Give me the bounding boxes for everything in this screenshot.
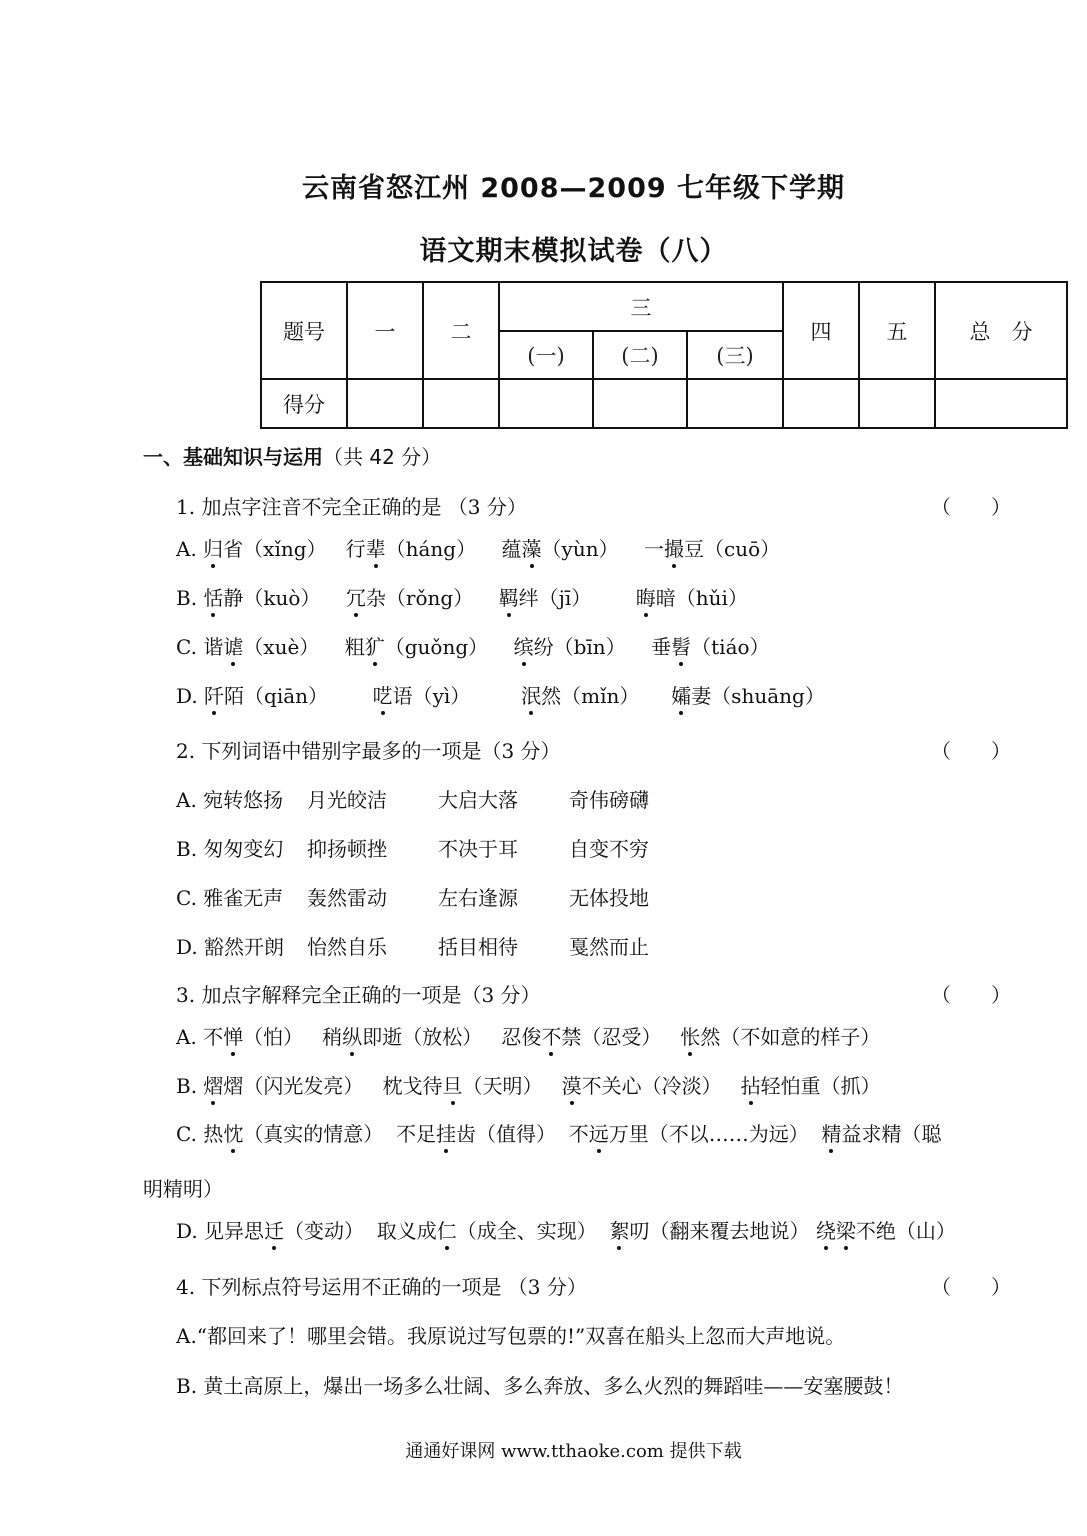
question-3-option-b: B. 熠熠（闪光发亮） 枕戈待旦（天明） 漠不关心（冷淡） 拈轻怕重（抓） (176, 1074, 881, 1098)
question-2-stem (176, 735, 1011, 764)
title-line-2: 语文期末模拟试卷（八） (419, 236, 728, 267)
score-cell-5[interactable] (859, 379, 935, 428)
question-3-stem (176, 979, 1011, 1008)
header-part-3: 三 (499, 282, 783, 331)
header-part-3-sub-3: (三) (687, 331, 783, 379)
question-3-option-a: A. 不惮（怕） 稍纵即逝（放松） 忍俊不禁（忍受） 怅然（不如意的样子） (176, 1025, 881, 1049)
question-2-option-a: A. 宛转悠扬 月光皎洁 大启大落 奇伟磅礴 (176, 788, 649, 812)
question-2-text: 2. 下列词语中错别字最多的一项是（3 分） (176, 739, 561, 763)
question-3-option-d: D. 见异思迁（变动） 取义成仁（成全、实现） 絮叨（翻来覆去地说） 绕梁不绝（山） (176, 1219, 956, 1243)
question-1-option-a: A. 归省（xǐng） 行辈（háng） 蕴藻（yùn） 一撮豆（cuō） (176, 537, 781, 561)
score-row-label: 得分 (261, 379, 347, 428)
answer-blank[interactable]: （ ） (931, 739, 1011, 763)
footer-source: 通通好课网 www.tthaoke.com 提供下载 (405, 1441, 742, 1462)
question-2-option-d: D. 豁然开朗 怡然自乐 括目相待 戛然而止 (176, 935, 649, 959)
score-cell-3-2[interactable] (593, 379, 687, 428)
header-part-1: 一 (347, 282, 423, 379)
score-cell-3-3[interactable] (687, 379, 783, 428)
score-cell-4[interactable] (783, 379, 859, 428)
question-1-option-b: B. 恬静（kuò） 冗杂（rǒng） 羁绊（jī） 晦暗（hǔi） (176, 586, 748, 610)
question-4-text: 4. 下列标点符号运用不正确的一项是 （3 分） (176, 1275, 587, 1299)
question-3-text: 3. 加点字解释完全正确的一项是（3 分） (176, 983, 541, 1007)
question-4-option-a: A.“都回来了！哪里会错。我原说过写包票的!”双喜在船头上忽而大声地说。 (176, 1324, 846, 1348)
question-2-option-c: C. 雅雀无声 轰然雷动 左右逢源 无体投地 (176, 886, 649, 910)
question-1-option-d: D. 阡陌（qiān） 呓语（yì） 泯然（mǐn） 孀妻（shuāng） (176, 684, 825, 708)
header-part-4: 四 (783, 282, 859, 379)
section-1-heading (143, 441, 441, 470)
question-4-stem (176, 1271, 1011, 1300)
answer-blank[interactable]: （ ） (931, 983, 1011, 1007)
score-cell-total[interactable] (935, 379, 1067, 428)
section-1-title: 一、基础知识与运用 (143, 445, 323, 469)
question-3-option-c: C. 热忱（真实的情意） 不足挂齿（值得） 不远万里（不以……为远） 精益求精（聪 (176, 1122, 942, 1146)
header-part-3-sub-2: (二) (593, 331, 687, 379)
section-1-points: （共 42 分） (323, 445, 442, 469)
question-2-option-b: B. 匆匆变幻 抑扬顿挫 不决于耳 自变不穷 (176, 837, 649, 861)
answer-blank[interactable]: （ ） (931, 495, 1011, 519)
question-1-stem (176, 491, 1011, 520)
title-line-1: 云南省怒江州 2008—2009 七年级下学期 (301, 173, 846, 204)
score-table (260, 281, 1068, 429)
question-3-option-c-continued: 明精明） (143, 1177, 223, 1201)
question-1-option-c: C. 谐谑（xuè） 粗犷（guǒng） 缤纷（bīn） 垂髫（tiáo） (176, 635, 770, 659)
header-question-no: 题号 (261, 282, 347, 379)
header-total: 总 分 (935, 282, 1067, 379)
score-cell-3-1[interactable] (499, 379, 593, 428)
header-part-3-sub-1: (一) (499, 331, 593, 379)
score-cell-1[interactable] (347, 379, 423, 428)
header-part-2: 二 (423, 282, 499, 379)
answer-blank[interactable]: （ ） (931, 1275, 1011, 1299)
question-4-option-b: B. 黄土高原上，爆出一场多么壮阔、多么奔放、多么火烈的舞蹈哇——安塞腰鼓！ (176, 1374, 904, 1398)
question-1-text: 1. 加点字注音不完全正确的是 （3 分） (176, 495, 527, 519)
score-cell-2[interactable] (423, 379, 499, 428)
header-part-5: 五 (859, 282, 935, 379)
